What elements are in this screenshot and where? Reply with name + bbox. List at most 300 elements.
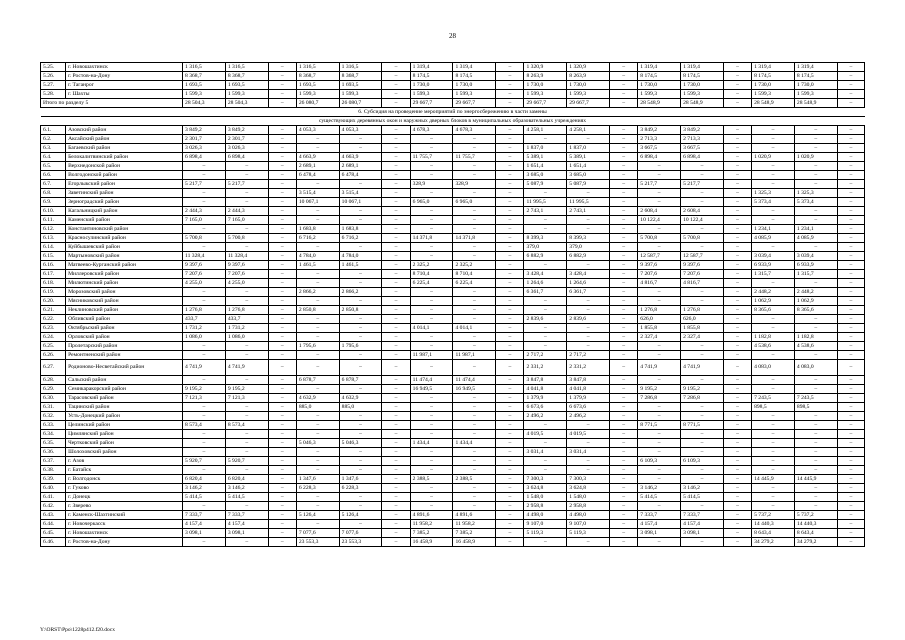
table-cell: – bbox=[837, 439, 864, 448]
table-cell: 3 685,0 bbox=[567, 171, 610, 180]
table-cell: 7 385,2 bbox=[410, 529, 453, 538]
table-cell: 3 685,0 bbox=[524, 171, 567, 180]
table-cell: – bbox=[837, 360, 864, 376]
table-cell: – bbox=[794, 315, 837, 324]
table-cell: – bbox=[183, 198, 226, 207]
table-cell: – bbox=[496, 252, 524, 261]
table-cell: – bbox=[794, 493, 837, 502]
table-cell: 1 599,3 bbox=[794, 90, 837, 99]
table-cell: – bbox=[610, 351, 638, 360]
table-cell: – bbox=[496, 333, 524, 342]
table-cell: г. Ростов-на-Дону bbox=[66, 538, 183, 547]
table-cell: – bbox=[453, 225, 496, 234]
table-cell: – bbox=[723, 315, 751, 324]
table-cell: – bbox=[496, 538, 524, 547]
table-cell: – bbox=[453, 144, 496, 153]
table-cell: Матвеево-Курганский район bbox=[66, 261, 183, 270]
table-cell: – bbox=[567, 333, 610, 342]
table-cell: 7 077,6 bbox=[339, 529, 382, 538]
table-cell: 7 333,7 bbox=[183, 511, 226, 520]
table-cell: 1 319,4 bbox=[638, 63, 681, 72]
table-cell: 4 255,0 bbox=[183, 279, 226, 288]
table-cell: – bbox=[567, 439, 610, 448]
table-cell: Егорлыкский район bbox=[66, 180, 183, 189]
table-cell: 5 217,7 bbox=[681, 180, 724, 189]
table-cell: Чертковский район bbox=[66, 439, 183, 448]
table-cell: 6 225,4 bbox=[410, 279, 453, 288]
table-cell: – bbox=[382, 153, 410, 162]
table-cell: – bbox=[268, 126, 296, 135]
table-cell: Красносулинский район bbox=[66, 234, 183, 243]
table-cell: – bbox=[837, 324, 864, 333]
table-cell: 7 165,0 bbox=[225, 216, 268, 225]
table-cell: – bbox=[723, 360, 751, 376]
table-cell: – bbox=[524, 421, 567, 430]
table-cell: 2 496,2 bbox=[524, 412, 567, 421]
table-cell: 7 165,0 bbox=[183, 216, 226, 225]
table-cell: – bbox=[610, 439, 638, 448]
table-cell: – bbox=[496, 385, 524, 394]
table-cell: – bbox=[794, 351, 837, 360]
table-cell: 5.27. bbox=[41, 81, 66, 90]
table-cell: – bbox=[837, 315, 864, 324]
table-cell: – bbox=[382, 403, 410, 412]
table-cell: – bbox=[496, 342, 524, 351]
table-row bbox=[41, 252, 865, 261]
table-cell: – bbox=[453, 162, 496, 171]
table-cell: – bbox=[610, 126, 638, 135]
table-cell: 2 713,3 bbox=[681, 135, 724, 144]
table-cell: – bbox=[752, 439, 795, 448]
table-cell: 1 730,0 bbox=[453, 81, 496, 90]
table-cell: 2 444,3 bbox=[225, 207, 268, 216]
table-cell: 6 228,3 bbox=[339, 484, 382, 493]
table-cell: 1 730,0 bbox=[410, 81, 453, 90]
table-cell: – bbox=[752, 315, 795, 324]
table-row bbox=[41, 493, 865, 502]
table-cell: 328,9 bbox=[410, 180, 453, 189]
table-cell: – bbox=[339, 448, 382, 457]
table-cell: 28 504,3 bbox=[183, 99, 226, 108]
table-cell: 6.43. bbox=[41, 511, 66, 520]
table-cell: – bbox=[183, 448, 226, 457]
table-cell: 2 496,2 bbox=[567, 412, 610, 421]
table-cell: – bbox=[837, 511, 864, 520]
table-cell: – bbox=[339, 144, 382, 153]
table-cell: – bbox=[225, 225, 268, 234]
table-cell: – bbox=[610, 63, 638, 72]
table-cell: – bbox=[567, 421, 610, 430]
table-cell: – bbox=[610, 297, 638, 306]
table-cell: – bbox=[610, 198, 638, 207]
table-cell: – bbox=[183, 189, 226, 198]
table-cell: – bbox=[496, 90, 524, 99]
table-cell: – bbox=[268, 288, 296, 297]
table-cell: 11 328,4 bbox=[225, 252, 268, 261]
table-cell: 1 276,8 bbox=[183, 306, 226, 315]
table-cell: – bbox=[752, 412, 795, 421]
table-cell: – bbox=[296, 333, 339, 342]
table-cell: – bbox=[496, 466, 524, 475]
table-cell: 1 730,0 bbox=[794, 81, 837, 90]
table-cell: – bbox=[524, 457, 567, 466]
table-cell: – bbox=[382, 297, 410, 306]
table-cell: – bbox=[496, 403, 524, 412]
table-cell: – bbox=[567, 216, 610, 225]
table-cell: – bbox=[794, 457, 837, 466]
table-cell: – bbox=[225, 412, 268, 421]
table-cell: 3 146,2 bbox=[638, 484, 681, 493]
table-cell: – bbox=[183, 351, 226, 360]
table-cell: 9 195,2 bbox=[681, 385, 724, 394]
table-cell: – bbox=[296, 324, 339, 333]
table-cell: – bbox=[339, 502, 382, 511]
table-cell: – bbox=[496, 475, 524, 484]
table-cell: Целинский район bbox=[66, 421, 183, 430]
table-cell: – bbox=[837, 493, 864, 502]
table-cell: 3 031,4 bbox=[567, 448, 610, 457]
table-cell: 11 474,4 bbox=[453, 376, 496, 385]
table-cell: 2 331,2 bbox=[567, 360, 610, 376]
table-row bbox=[41, 394, 865, 403]
table-cell: – bbox=[496, 360, 524, 376]
table-cell: 1 062,9 bbox=[752, 297, 795, 306]
table-row bbox=[41, 511, 865, 520]
table-cell: 8 263,9 bbox=[567, 72, 610, 81]
table-row bbox=[41, 529, 865, 538]
table-cell: 2 713,3 bbox=[638, 135, 681, 144]
table-cell: – bbox=[268, 475, 296, 484]
table-cell: – bbox=[610, 90, 638, 99]
table-cell: – bbox=[268, 493, 296, 502]
table-cell: – bbox=[496, 162, 524, 171]
table-cell: – bbox=[268, 306, 296, 315]
table-cell: 12 587,7 bbox=[681, 252, 724, 261]
table-row bbox=[41, 475, 865, 484]
table-cell: – bbox=[268, 90, 296, 99]
table-cell: – bbox=[382, 306, 410, 315]
table-cell: – bbox=[496, 189, 524, 198]
table-cell: – bbox=[225, 297, 268, 306]
section-title-row bbox=[41, 117, 865, 126]
table-cell: – bbox=[794, 216, 837, 225]
table-cell: – bbox=[410, 216, 453, 225]
table-cell: 898,5 bbox=[794, 403, 837, 412]
table-cell: 1 730,0 bbox=[567, 81, 610, 90]
table-cell: – bbox=[410, 412, 453, 421]
table-cell: 4 019,5 bbox=[567, 430, 610, 439]
table-cell: 8 174,5 bbox=[681, 72, 724, 81]
table-cell: – bbox=[339, 243, 382, 252]
table-cell: 2 866,2 bbox=[296, 288, 339, 297]
table-cell: Константиновский район bbox=[66, 225, 183, 234]
table-cell: 10 122,4 bbox=[638, 216, 681, 225]
table-cell: 1 795,6 bbox=[339, 342, 382, 351]
table-cell: 8 174,5 bbox=[752, 72, 795, 81]
table-cell: – bbox=[339, 360, 382, 376]
table-cell: 11 987,1 bbox=[410, 351, 453, 360]
table-cell: 1 683,8 bbox=[339, 225, 382, 234]
table-cell: 2 388,5 bbox=[410, 475, 453, 484]
table-cell: 5.28. bbox=[41, 90, 66, 99]
table-cell: 6.23. bbox=[41, 324, 66, 333]
table-cell: 4 632,9 bbox=[296, 394, 339, 403]
table-cell: 1 599,3 bbox=[453, 90, 496, 99]
table-cell: – bbox=[225, 466, 268, 475]
table-cell: – bbox=[794, 324, 837, 333]
table-cell: – bbox=[723, 342, 751, 351]
table-cell: Октябрьский район bbox=[66, 324, 183, 333]
table-cell: – bbox=[610, 162, 638, 171]
table-cell: – bbox=[268, 198, 296, 207]
table-cell: 1 434,4 bbox=[410, 439, 453, 448]
table-cell: 5 373,4 bbox=[752, 198, 795, 207]
table-cell: 3 146,2 bbox=[183, 484, 226, 493]
table-cell: 7 300,3 bbox=[567, 475, 610, 484]
table-cell: – bbox=[496, 457, 524, 466]
table-cell: 6 716,2 bbox=[296, 234, 339, 243]
table-cell: – bbox=[496, 207, 524, 216]
table-cell: 1 693,5 bbox=[339, 81, 382, 90]
table-cell: 28 548,9 bbox=[794, 99, 837, 108]
table-cell: 4 891,6 bbox=[410, 511, 453, 520]
table-cell: – bbox=[496, 448, 524, 457]
table-cell: 3 624,8 bbox=[567, 484, 610, 493]
table-cell: – bbox=[610, 403, 638, 412]
table-cell: 6.38. bbox=[41, 466, 66, 475]
table-cell: – bbox=[296, 315, 339, 324]
table-cell: – bbox=[453, 484, 496, 493]
table-cell: 7 077,6 bbox=[296, 529, 339, 538]
table-cell: – bbox=[681, 162, 724, 171]
table-cell: – bbox=[453, 342, 496, 351]
table-cell: 6 882,9 bbox=[567, 252, 610, 261]
table-cell: г. Донецк bbox=[66, 493, 183, 502]
table-cell: 6.29. bbox=[41, 385, 66, 394]
table-cell: 2 327,4 bbox=[681, 333, 724, 342]
table-cell: – bbox=[453, 171, 496, 180]
table-cell: 3 849,2 bbox=[225, 126, 268, 135]
table-cell: 11 755,7 bbox=[410, 153, 453, 162]
table-cell: 7 300,3 bbox=[524, 475, 567, 484]
table-row bbox=[41, 198, 865, 207]
table-cell: – bbox=[610, 189, 638, 198]
table-cell: – bbox=[524, 261, 567, 270]
table-cell: 9 195,2 bbox=[638, 385, 681, 394]
table-cell: – bbox=[296, 243, 339, 252]
table-cell: – bbox=[794, 279, 837, 288]
table-cell: – bbox=[723, 394, 751, 403]
table-cell: 2 689,1 bbox=[339, 162, 382, 171]
table-cell: – bbox=[723, 135, 751, 144]
table-cell: – bbox=[382, 439, 410, 448]
table-cell: – bbox=[567, 261, 610, 270]
table-cell: – bbox=[268, 376, 296, 385]
table-cell: – bbox=[752, 493, 795, 502]
table-cell: – bbox=[453, 315, 496, 324]
table-cell: – bbox=[681, 342, 724, 351]
table-cell: – bbox=[339, 324, 382, 333]
table-cell: – bbox=[723, 279, 751, 288]
table-cell: – bbox=[296, 493, 339, 502]
table-row bbox=[41, 189, 865, 198]
table-cell: 9 195,2 bbox=[225, 385, 268, 394]
table-cell: Волгодонской район bbox=[66, 171, 183, 180]
table-cell: – bbox=[638, 243, 681, 252]
table-cell: – bbox=[723, 421, 751, 430]
table-cell: 885,0 bbox=[296, 403, 339, 412]
table-cell: 5 126,4 bbox=[296, 511, 339, 520]
table-cell: 5 414,5 bbox=[638, 493, 681, 502]
table-row bbox=[41, 333, 865, 342]
table-cell: – bbox=[496, 270, 524, 279]
table-cell: – bbox=[453, 243, 496, 252]
table-row bbox=[41, 324, 865, 333]
table-cell: – bbox=[225, 351, 268, 360]
table-cell: – bbox=[268, 342, 296, 351]
table-cell: – bbox=[610, 511, 638, 520]
table-cell: – bbox=[837, 412, 864, 421]
table-cell: 6.39. bbox=[41, 475, 66, 484]
table-cell: г. Зверево bbox=[66, 502, 183, 511]
table-cell: 28 548,9 bbox=[681, 99, 724, 108]
table-cell: 4 085,9 bbox=[752, 234, 795, 243]
table-cell: 6.14. bbox=[41, 243, 66, 252]
table-cell: 1 020,9 bbox=[794, 153, 837, 162]
table-cell: Шолоховский район bbox=[66, 448, 183, 457]
table-cell: – bbox=[496, 72, 524, 81]
table-cell: 6 225,4 bbox=[453, 279, 496, 288]
table-cell: – bbox=[382, 216, 410, 225]
table-cell: – bbox=[638, 351, 681, 360]
table-cell: – bbox=[410, 484, 453, 493]
table-cell: – bbox=[837, 261, 864, 270]
table-cell: 4 632,9 bbox=[339, 394, 382, 403]
table-cell: – bbox=[410, 342, 453, 351]
table-row bbox=[41, 81, 865, 90]
table-row bbox=[41, 207, 865, 216]
table-cell: – bbox=[524, 466, 567, 475]
table-cell: – bbox=[296, 448, 339, 457]
table-cell: 1 347,6 bbox=[296, 475, 339, 484]
table-cell: – bbox=[382, 502, 410, 511]
table-cell: Итого по разделу 5 bbox=[41, 99, 183, 108]
table-cell: 6 361,7 bbox=[524, 288, 567, 297]
table-cell: – bbox=[296, 279, 339, 288]
table-cell: – bbox=[837, 63, 864, 72]
table-cell: 8 573,4 bbox=[183, 421, 226, 430]
table-cell: – bbox=[382, 351, 410, 360]
table-cell: – bbox=[410, 171, 453, 180]
table-cell: – bbox=[183, 162, 226, 171]
table-cell: – bbox=[339, 297, 382, 306]
table-cell: – bbox=[339, 385, 382, 394]
table-cell: 7 121,3 bbox=[183, 394, 226, 403]
table-cell: г. Каменск-Шахтинский bbox=[66, 511, 183, 520]
table-cell: Родионово-Несветайский район bbox=[66, 360, 183, 376]
table-cell: – bbox=[610, 252, 638, 261]
table-cell: – bbox=[268, 135, 296, 144]
table-cell: 6.33. bbox=[41, 421, 66, 430]
table-cell: 6.7. bbox=[41, 180, 66, 189]
table-cell: – bbox=[610, 394, 638, 403]
table-cell: 6.30. bbox=[41, 394, 66, 403]
table-cell: 5 217,7 bbox=[225, 180, 268, 189]
table-cell: 6 933,9 bbox=[752, 261, 795, 270]
table-cell: – bbox=[837, 288, 864, 297]
table-cell: 29 667,7 bbox=[524, 99, 567, 108]
table-cell: – bbox=[496, 412, 524, 421]
table-cell: – bbox=[837, 171, 864, 180]
table-cell: 34 279,2 bbox=[794, 538, 837, 547]
table-cell: 6 716,2 bbox=[339, 234, 382, 243]
table-cell: 1 693,5 bbox=[296, 81, 339, 90]
table-cell: – bbox=[296, 457, 339, 466]
table-cell: – bbox=[339, 421, 382, 430]
table-cell: – bbox=[610, 376, 638, 385]
table-cell: 5 217,7 bbox=[183, 180, 226, 189]
table-cell: – bbox=[610, 81, 638, 90]
table-cell: – bbox=[723, 511, 751, 520]
table-cell: 9 397,6 bbox=[183, 261, 226, 270]
table-cell: – bbox=[496, 99, 524, 108]
table-cell: – bbox=[296, 180, 339, 189]
table-cell: 3 098,1 bbox=[681, 529, 724, 538]
table-cell: – bbox=[410, 225, 453, 234]
table-cell: – bbox=[837, 180, 864, 189]
table-cell: Азовский район bbox=[66, 126, 183, 135]
table-cell: – bbox=[382, 243, 410, 252]
table-cell: – bbox=[382, 144, 410, 153]
table-cell: – bbox=[339, 430, 382, 439]
table-cell: – bbox=[681, 475, 724, 484]
footer-file-path: Y:\ORST\Ppo\1228p412.f20.docx bbox=[40, 627, 115, 633]
table-cell: 6 820,4 bbox=[225, 475, 268, 484]
table-cell: – bbox=[723, 72, 751, 81]
table-cell: – bbox=[225, 243, 268, 252]
table-cell: – bbox=[723, 90, 751, 99]
table-cell: – bbox=[382, 90, 410, 99]
table-cell: 1 599,3 bbox=[339, 90, 382, 99]
table-cell: – bbox=[610, 288, 638, 297]
table-cell: 8 643,4 bbox=[752, 529, 795, 538]
table-row bbox=[41, 342, 865, 351]
table-cell: 4 498,0 bbox=[524, 511, 567, 520]
table-cell: – bbox=[837, 342, 864, 351]
table-cell: – bbox=[268, 81, 296, 90]
table-cell: 1 020,9 bbox=[752, 153, 795, 162]
table-cell: 4 041,8 bbox=[567, 385, 610, 394]
table-cell: – bbox=[268, 333, 296, 342]
table-cell: – bbox=[837, 162, 864, 171]
table-cell: – bbox=[496, 288, 524, 297]
table-cell: г. Волгодонск bbox=[66, 475, 183, 484]
table-cell: – bbox=[837, 538, 864, 547]
table-cell: – bbox=[410, 297, 453, 306]
table-cell: – bbox=[453, 394, 496, 403]
table-cell: – bbox=[410, 403, 453, 412]
table-cell: 7 385,2 bbox=[453, 529, 496, 538]
table-cell: – bbox=[382, 376, 410, 385]
table-row bbox=[41, 297, 865, 306]
table-cell: – bbox=[638, 198, 681, 207]
table-cell: 4 085,9 bbox=[794, 234, 837, 243]
table-cell: – bbox=[794, 376, 837, 385]
table-cell: – bbox=[794, 385, 837, 394]
table-cell: 5 414,5 bbox=[681, 493, 724, 502]
table-cell: – bbox=[382, 333, 410, 342]
table-cell: – bbox=[268, 457, 296, 466]
